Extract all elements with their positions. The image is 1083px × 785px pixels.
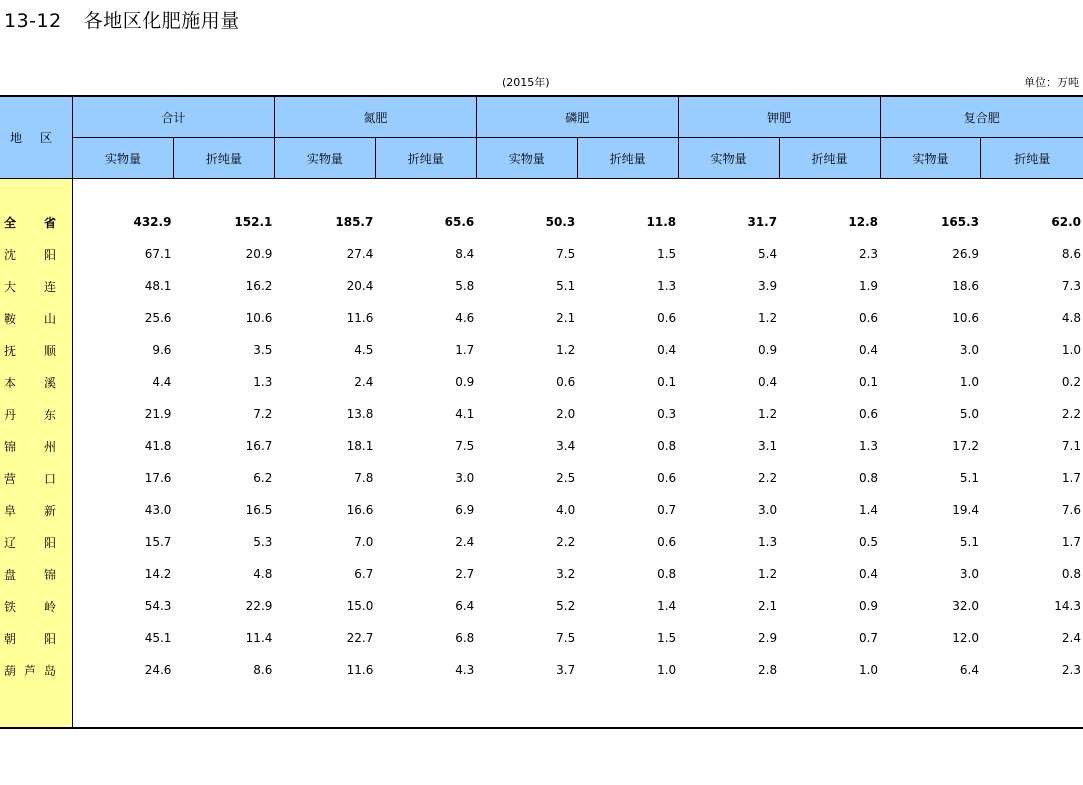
value-cell: 20.4	[346, 279, 374, 293]
value-cell: 1.0	[959, 375, 979, 389]
value-cell: 0.4	[657, 343, 677, 357]
table-row	[0, 622, 1083, 654]
value-cell: 3.7	[556, 663, 576, 677]
value-cell: 15.0	[346, 599, 374, 613]
value-cell: 8.6	[253, 663, 273, 677]
value-cell: 2.9	[758, 631, 778, 645]
unit-note: 单位：万吨	[1024, 76, 1079, 89]
value-cell: 1.0	[657, 663, 677, 677]
value-cell: 0.4	[858, 567, 879, 581]
region-name	[4, 662, 56, 679]
region-cell	[0, 302, 72, 334]
table-row	[0, 462, 1083, 494]
value-cell: 2.4	[455, 535, 475, 549]
value-cell: 14.2	[144, 567, 172, 581]
value-cell: 3.0	[455, 471, 475, 485]
region-name	[4, 406, 56, 423]
value-cell: 4.8	[1061, 311, 1081, 325]
value-cell: 22.7	[346, 631, 374, 645]
value-cell: 0.6	[657, 471, 677, 485]
region-cell	[0, 686, 72, 728]
page-title	[4, 6, 240, 33]
region-name-char: 锦	[4, 439, 17, 454]
region-cell	[0, 590, 72, 622]
value-cell: 31.7	[747, 215, 778, 229]
group-header-nitrogen: 氮肥	[274, 96, 476, 138]
value-cell: 25.6	[144, 311, 172, 325]
region-name-char: 连	[43, 279, 56, 294]
value-cell: 1.3	[253, 375, 273, 389]
value-cell: 1.4	[657, 599, 677, 613]
region-name	[4, 310, 56, 327]
value-cell: 2.1	[556, 311, 576, 325]
empty-cell	[274, 179, 375, 207]
value-cell: 1.2	[758, 407, 778, 421]
region-name	[4, 630, 56, 647]
value-cell: 16.2	[245, 279, 273, 293]
value-cell: 7.0	[354, 535, 374, 549]
empty-cell	[173, 179, 274, 207]
value-cell: 11.8	[646, 215, 677, 229]
empty-cell	[779, 686, 880, 728]
group-header-row	[0, 96, 1083, 138]
value-cell: 8.4	[455, 247, 475, 261]
region-cell	[0, 558, 72, 590]
value-cell: 5.1	[959, 535, 979, 549]
region-name	[4, 502, 56, 519]
empty-cell	[880, 686, 981, 728]
value-cell: 0.2	[1061, 375, 1081, 389]
value-cell: 2.7	[455, 567, 475, 581]
region-name	[4, 374, 56, 391]
region-cell	[0, 270, 72, 302]
region-name-char: 营	[4, 471, 17, 486]
value-cell: 1.9	[858, 279, 879, 293]
region-cell	[0, 654, 72, 686]
value-cell: 3.1	[758, 439, 778, 453]
value-cell: 0.4	[758, 375, 778, 389]
region-name-char: 本	[4, 375, 17, 390]
value-cell: 2.5	[556, 471, 576, 485]
value-cell: 1.7	[1061, 471, 1081, 485]
empty-cell	[880, 179, 981, 207]
value-cell: 12.0	[952, 631, 979, 645]
group-header-phosphate: 磷肥	[476, 96, 678, 138]
value-cell: 0.9	[758, 343, 778, 357]
table-row	[0, 558, 1083, 590]
region-cell	[0, 398, 72, 430]
value-cell: 1.2	[758, 567, 778, 581]
value-cell: 3.5	[253, 343, 273, 357]
value-cell: 7.3	[1061, 279, 1081, 293]
table-number: 13-12	[4, 10, 62, 32]
value-cell: 24.6	[144, 663, 172, 677]
region-name-char: 顺	[43, 343, 56, 358]
sub-header-pure: 折纯量	[375, 138, 476, 179]
region-cell	[0, 526, 72, 558]
value-cell: 1.5	[657, 631, 677, 645]
region-name-char: 芦	[23, 663, 36, 678]
value-cell: 7.5	[455, 439, 475, 453]
value-cell: 0.6	[858, 407, 879, 421]
value-cell: 1.2	[758, 311, 778, 325]
value-cell: 7.8	[354, 471, 374, 485]
region-cell	[0, 179, 72, 207]
value-cell: 0.7	[858, 631, 879, 645]
value-cell: 18.1	[346, 439, 374, 453]
value-cell: 6.9	[455, 503, 475, 517]
value-cell: 19.4	[952, 503, 979, 517]
value-cell: 22.9	[245, 599, 273, 613]
empty-cell	[981, 686, 1083, 728]
value-cell: 5.4	[758, 247, 778, 261]
region-header-label: 地区	[10, 131, 71, 145]
value-cell: 0.6	[556, 375, 576, 389]
value-cell: 13.8	[346, 407, 374, 421]
region-name-char: 沈	[4, 247, 17, 262]
region-name-char: 朝	[4, 631, 17, 646]
value-cell: 2.3	[1061, 663, 1081, 677]
value-cell: 2.3	[858, 247, 879, 261]
value-cell: 0.6	[657, 311, 677, 325]
value-cell: 18.6	[952, 279, 979, 293]
value-cell: 4.1	[455, 407, 475, 421]
empty-cell	[577, 686, 678, 728]
value-cell: 0.3	[657, 407, 677, 421]
value-cell: 10.6	[245, 311, 273, 325]
value-cell: 6.7	[354, 567, 374, 581]
table-row	[0, 302, 1083, 334]
table-row	[0, 494, 1083, 526]
value-cell: 432.9	[133, 215, 172, 229]
region-name	[4, 470, 56, 487]
region-name-char: 大	[4, 279, 17, 294]
value-cell: 4.4	[152, 375, 172, 389]
region-name	[4, 342, 56, 359]
sub-header-physical: 实物量	[72, 138, 173, 179]
empty-cell	[476, 179, 577, 207]
empty-cell	[779, 179, 880, 207]
region-name-char: 溪	[43, 375, 56, 390]
value-cell: 65.6	[444, 215, 475, 229]
region-name	[4, 246, 56, 263]
value-cell: 7.6	[1061, 503, 1081, 517]
region-name	[4, 438, 56, 455]
sub-header-physical: 实物量	[880, 138, 981, 179]
value-cell: 1.7	[455, 343, 475, 357]
group-header-potash: 钾肥	[678, 96, 880, 138]
value-cell: 1.0	[858, 663, 879, 677]
value-cell: 1.7	[1061, 535, 1081, 549]
region-name-char: 阳	[43, 535, 56, 550]
value-cell: 0.9	[858, 599, 879, 613]
empty-cell	[476, 686, 577, 728]
value-cell: 0.8	[1061, 567, 1081, 581]
value-cell: 3.4	[556, 439, 576, 453]
region-cell	[0, 206, 72, 238]
region-name	[4, 214, 56, 231]
empty-cell	[577, 179, 678, 207]
value-cell: 5.3	[253, 535, 273, 549]
sub-header-physical: 实物量	[678, 138, 779, 179]
value-cell: 7.1	[1061, 439, 1081, 453]
value-cell: 20.9	[245, 247, 273, 261]
value-cell: 0.8	[657, 439, 677, 453]
table-row	[0, 526, 1083, 558]
value-cell: 62.0	[1051, 215, 1081, 229]
region-name-char: 阳	[43, 247, 56, 262]
value-cell: 15.7	[144, 535, 172, 549]
value-cell: 1.3	[858, 439, 879, 453]
value-cell: 17.2	[952, 439, 979, 453]
region-name-char: 州	[43, 439, 56, 454]
value-cell: 14.3	[1054, 599, 1081, 613]
empty-cell	[173, 686, 274, 728]
value-cell: 0.5	[858, 535, 879, 549]
value-cell: 2.2	[556, 535, 576, 549]
spacer-row	[0, 179, 1083, 207]
table-row	[0, 590, 1083, 622]
region-cell	[0, 494, 72, 526]
value-cell: 5.2	[556, 599, 576, 613]
value-cell: 43.0	[144, 503, 172, 517]
value-cell: 4.0	[556, 503, 576, 517]
value-cell: 4.6	[455, 311, 475, 325]
value-cell: 185.7	[335, 215, 374, 229]
value-cell: 0.9	[455, 375, 475, 389]
region-name-char: 岭	[43, 599, 56, 614]
region-name-char: 抚	[4, 343, 17, 358]
group-header-compound: 复合肥	[880, 96, 1083, 138]
region-name-char: 全	[4, 215, 17, 230]
value-cell: 0.8	[657, 567, 677, 581]
value-cell: 6.2	[253, 471, 273, 485]
value-cell: 4.3	[455, 663, 475, 677]
value-cell: 0.6	[657, 535, 677, 549]
region-name-char: 口	[43, 471, 56, 486]
value-cell: 3.9	[758, 279, 778, 293]
empty-cell	[678, 179, 779, 207]
region-name-char: 东	[43, 407, 56, 422]
sub-header-physical: 实物量	[476, 138, 577, 179]
region-name-char: 盘	[4, 567, 17, 582]
value-cell: 3.0	[758, 503, 778, 517]
empty-cell	[375, 179, 476, 207]
value-cell: 2.8	[758, 663, 778, 677]
region-cell	[0, 622, 72, 654]
value-cell: 2.0	[556, 407, 576, 421]
empty-cell	[72, 179, 173, 207]
value-cell: 1.4	[858, 503, 879, 517]
value-cell: 5.1	[556, 279, 576, 293]
region-cell	[0, 366, 72, 398]
region-cell	[0, 462, 72, 494]
value-cell: 4.5	[354, 343, 374, 357]
value-cell: 1.3	[657, 279, 677, 293]
value-cell: 2.4	[354, 375, 374, 389]
region-name	[4, 598, 56, 615]
empty-cell	[981, 179, 1083, 207]
region-name	[4, 278, 56, 295]
value-cell: 0.1	[858, 375, 879, 389]
fertilizer-table	[0, 95, 1083, 729]
value-cell: 0.1	[657, 375, 677, 389]
empty-cell	[678, 686, 779, 728]
sub-header-row	[0, 138, 1083, 179]
value-cell: 41.8	[144, 439, 172, 453]
total-row	[0, 206, 1083, 238]
region-name-char: 铁	[4, 599, 17, 614]
region-cell	[0, 238, 72, 270]
value-cell: 17.6	[144, 471, 172, 485]
value-cell: 11.6	[346, 311, 374, 325]
value-cell: 2.2	[1061, 407, 1081, 421]
value-cell: 67.1	[144, 247, 172, 261]
region-name	[4, 534, 56, 551]
value-cell: 2.2	[758, 471, 778, 485]
region-name-char: 阳	[43, 631, 56, 646]
bottom-row	[0, 686, 1083, 728]
sub-header-pure: 折纯量	[173, 138, 274, 179]
table-row	[0, 398, 1083, 430]
value-cell: 11.4	[245, 631, 273, 645]
region-name-char: 丹	[4, 407, 17, 422]
value-cell: 1.0	[1061, 343, 1081, 357]
table-row	[0, 366, 1083, 398]
value-cell: 3.0	[959, 343, 979, 357]
value-cell: 12.8	[848, 215, 879, 229]
region-name	[4, 566, 56, 583]
value-cell: 21.9	[144, 407, 172, 421]
region-name-char: 辽	[4, 535, 17, 550]
region-name-char: 鞍	[4, 311, 17, 326]
value-cell: 2.1	[758, 599, 778, 613]
region-name-char: 葫	[4, 663, 17, 678]
sub-header-pure: 折纯量	[779, 138, 880, 179]
table-row	[0, 654, 1083, 686]
value-cell: 1.3	[758, 535, 778, 549]
value-cell: 7.5	[556, 631, 576, 645]
value-cell: 16.7	[245, 439, 273, 453]
table-row	[0, 430, 1083, 462]
value-cell: 0.8	[858, 471, 879, 485]
value-cell: 7.5	[556, 247, 576, 261]
region-name-char: 省	[43, 215, 56, 230]
value-cell: 9.6	[152, 343, 172, 357]
value-cell: 26.9	[952, 247, 979, 261]
value-cell: 54.3	[144, 599, 172, 613]
value-cell: 6.8	[455, 631, 475, 645]
sub-header-physical: 实物量	[274, 138, 375, 179]
value-cell: 5.8	[455, 279, 475, 293]
value-cell: 16.6	[346, 503, 374, 517]
value-cell: 7.2	[253, 407, 273, 421]
value-cell: 2.4	[1061, 631, 1081, 645]
value-cell: 45.1	[144, 631, 172, 645]
value-cell: 1.2	[556, 343, 576, 357]
table-row	[0, 270, 1083, 302]
value-cell: 16.5	[245, 503, 273, 517]
table-title: 各地区化肥施用量	[83, 10, 240, 32]
value-cell: 6.4	[455, 599, 475, 613]
region-name-char: 锦	[43, 567, 56, 582]
sub-header-pure: 折纯量	[981, 138, 1083, 179]
value-cell: 10.6	[952, 311, 979, 325]
region-cell	[0, 334, 72, 366]
group-header-total: 合计	[72, 96, 274, 138]
sub-header-pure: 折纯量	[577, 138, 678, 179]
value-cell: 8.6	[1061, 247, 1081, 261]
value-cell: 32.0	[952, 599, 979, 613]
value-cell: 4.8	[253, 567, 273, 581]
value-cell: 0.6	[858, 311, 879, 325]
table-row	[0, 334, 1083, 366]
region-name-char: 新	[43, 503, 56, 518]
region-name-char: 阜	[4, 503, 17, 518]
region-cell	[0, 430, 72, 462]
region-name-char: 山	[43, 311, 56, 326]
value-cell: 27.4	[346, 247, 374, 261]
empty-cell	[375, 686, 476, 728]
region-name-char: 岛	[43, 663, 56, 678]
value-cell: 50.3	[545, 215, 576, 229]
empty-cell	[72, 686, 173, 728]
value-cell: 0.4	[858, 343, 879, 357]
value-cell: 48.1	[144, 279, 172, 293]
value-cell: 152.1	[234, 215, 273, 229]
value-cell: 3.2	[556, 567, 576, 581]
value-cell: 5.0	[959, 407, 979, 421]
value-cell: 11.6	[346, 663, 374, 677]
table-row	[0, 238, 1083, 270]
value-cell: 6.4	[959, 663, 979, 677]
value-cell: 5.1	[959, 471, 979, 485]
empty-cell	[274, 686, 375, 728]
value-cell: 0.7	[657, 503, 677, 517]
value-cell: 165.3	[941, 215, 979, 229]
year-note: (2015年)	[502, 76, 550, 89]
value-cell: 3.0	[959, 567, 979, 581]
value-cell: 1.5	[657, 247, 677, 261]
region-header	[0, 96, 72, 179]
